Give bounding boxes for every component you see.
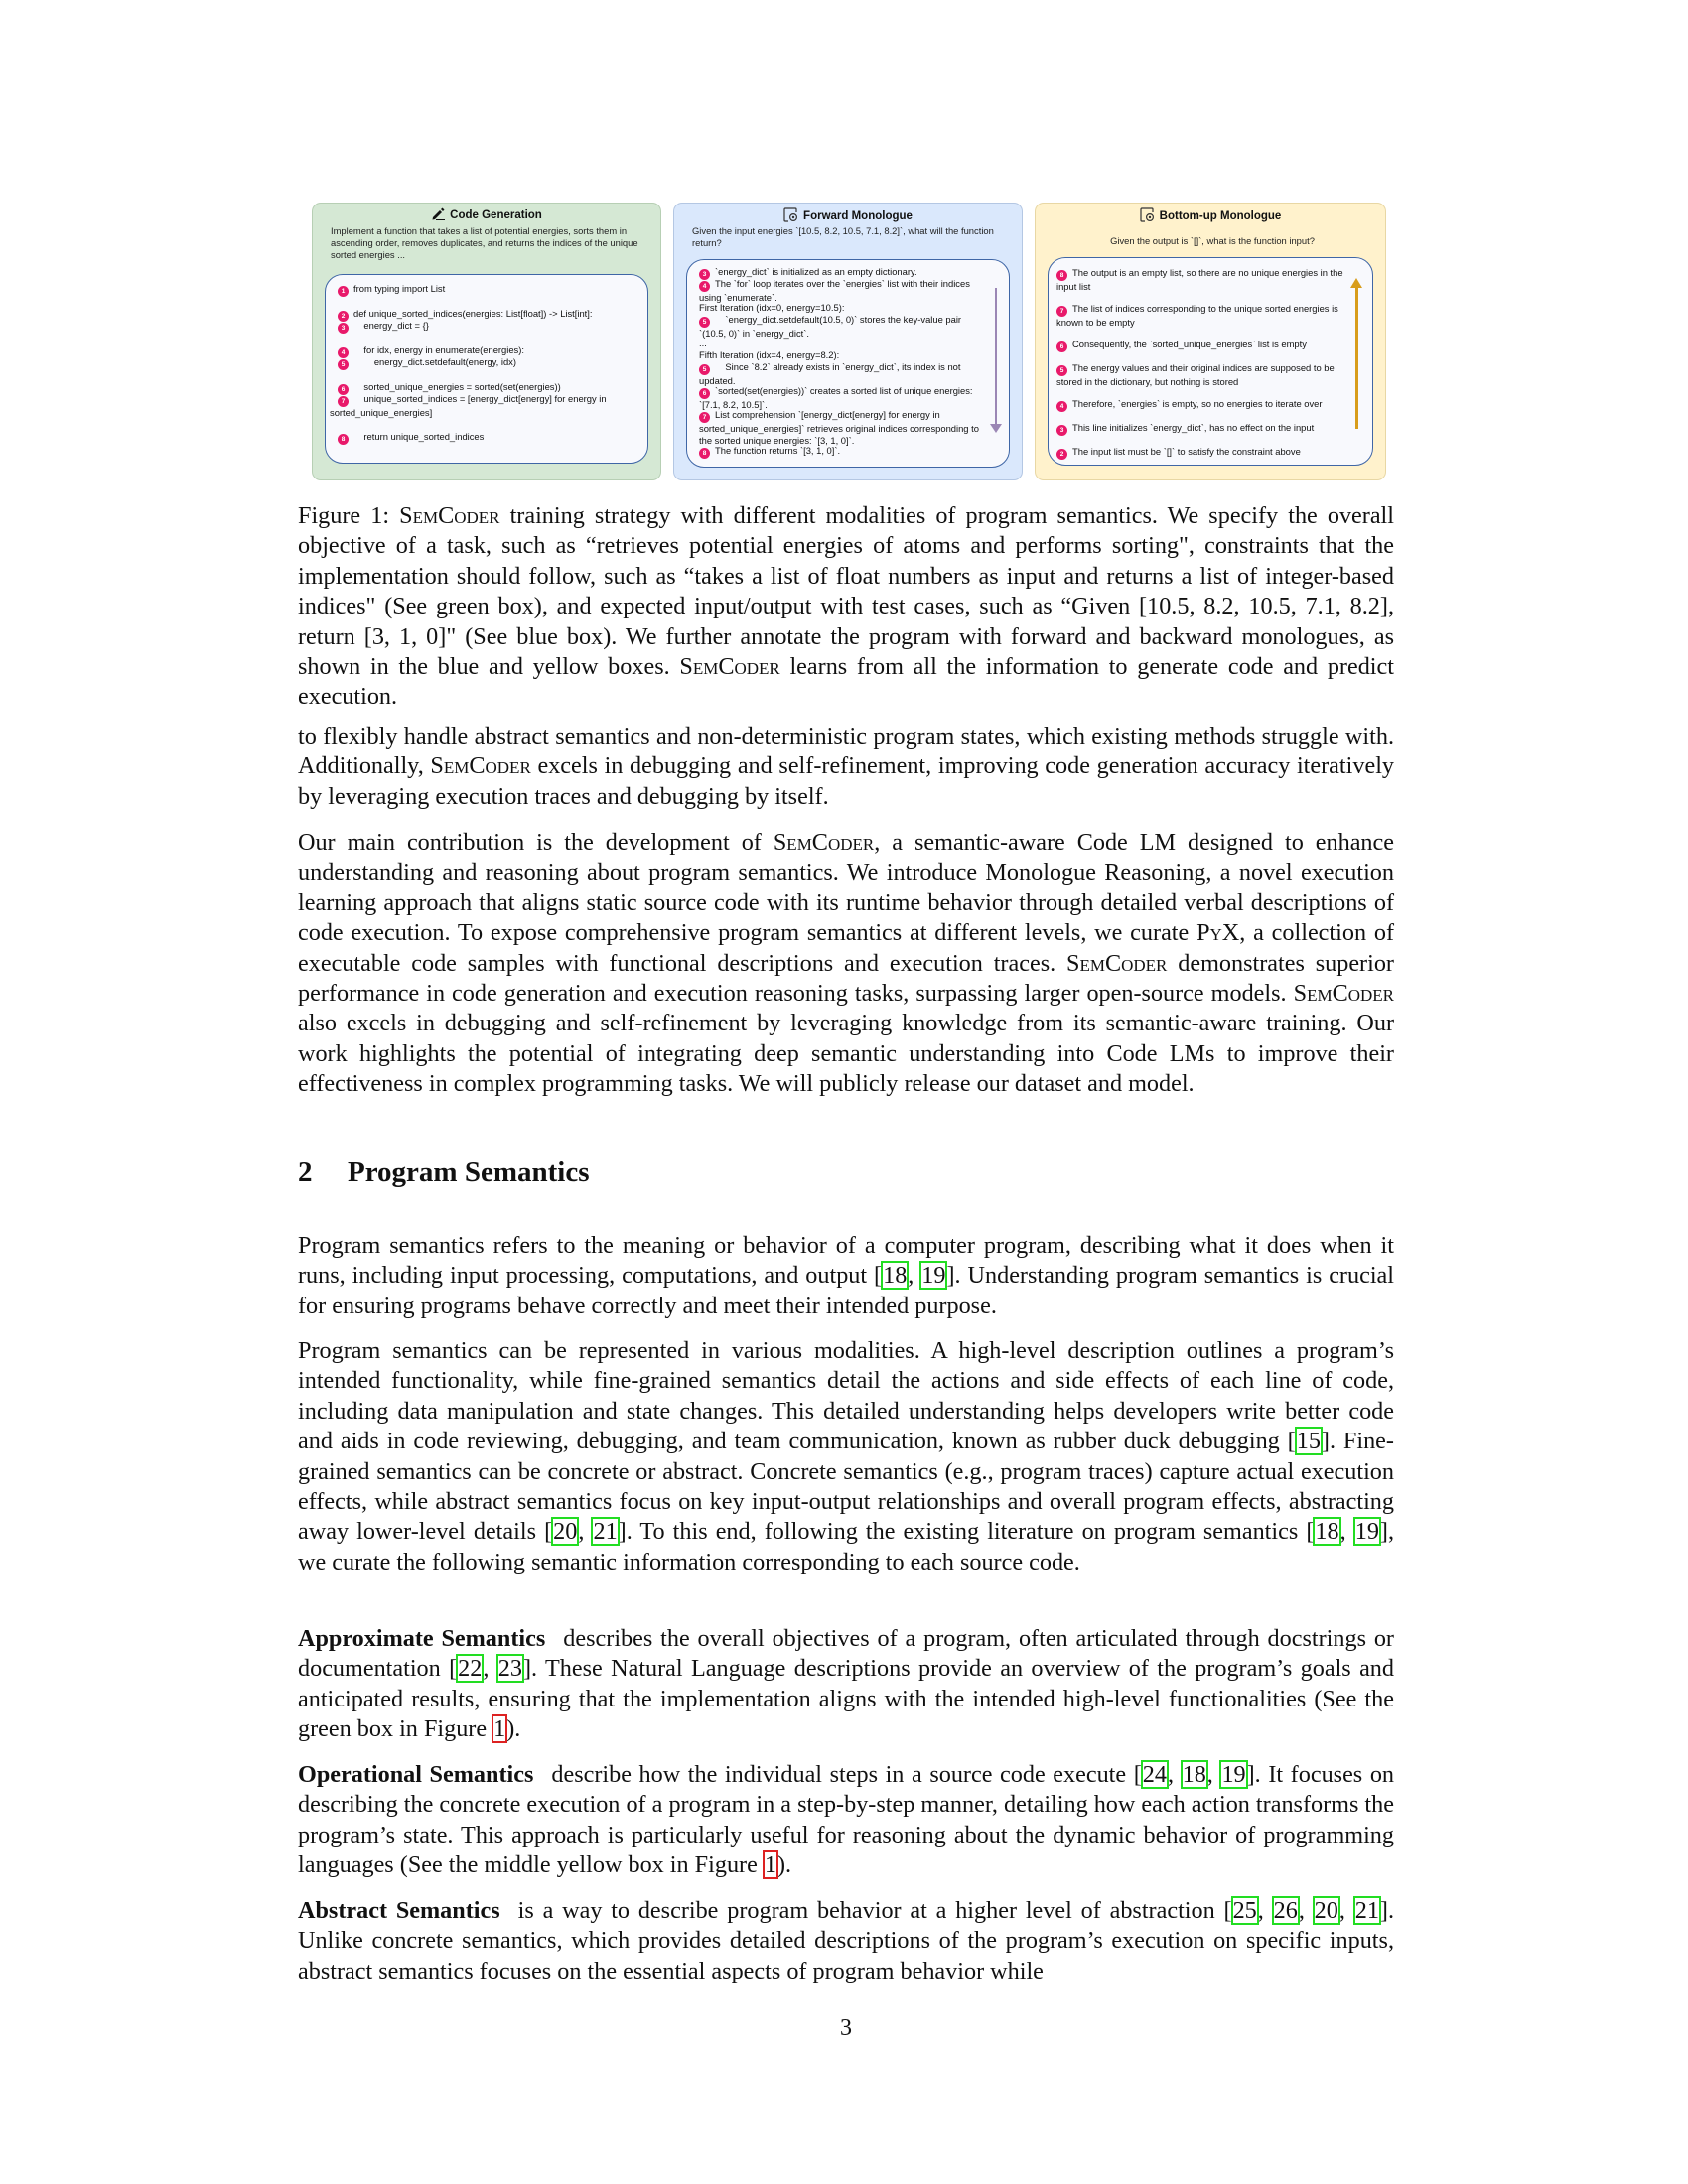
trace-box [1048,257,1373,466]
trace-line: 2 The input list must be `[]` to satisfy the constraint above [1056,446,1346,460]
run-in-heading: Approximate Semantics [298,1625,546,1652]
citation-link[interactable]: 18 [1315,1518,1339,1546]
trace-line: 7 The list of indices corresponding to the unique sorted energies is known to be empty [1056,303,1341,328]
step-badge: 1 [338,286,349,297]
paragraph-operational-semantics: Operational Semantics describe how the individual steps in a source code execute [24, 18, 19]. It focuses on describing the concrete execution of a program in a step-by-step manner, detailing how each action transforms the program’s state. This approach is particularly useful for reasoning about the dynamic behavior of programming languages (See the middle yellow box in Figure 1). [298,1761,1395,1879]
trace-line: 4 The `for` loop iterates over the `energies` list with their indices using `enumerate`. [699,278,973,303]
trace-line: ... [699,338,707,348]
forward-arrow-icon [995,288,997,427]
section-heading: 2 Program Semantics [298,1157,590,1188]
figure-reference-link[interactable]: 1 [764,1851,776,1879]
run-in-heading: Abstract Semantics [298,1897,500,1924]
trace-line: 8 The function returns `[3, 1, 0]`. [699,445,995,459]
figure-reference-link[interactable]: 1 [493,1715,506,1743]
figure-1 [312,203,1386,482]
step-badge: 6 [699,388,710,399]
step-badge: 7 [699,412,710,423]
citation-link[interactable]: 21 [593,1518,618,1546]
pencil-icon [431,207,446,223]
step-badge: 8 [699,448,710,459]
trace-line: 6 Consequently, the `sorted_unique_energies` list is empty [1056,339,1346,352]
code-line: 7 unique_sorted_indices = [energy_dict[energy] for energy in sorted_unique_energies] [330,393,610,418]
panel-description: Implement a function that takes a list of potential energies, sorts them in ascending order, removes duplicates, and returns the indices of the unique sorted energies ... [331,225,638,260]
panel-title: Forward Monologue [674,207,1022,225]
panel-description: Given the output is `[]`, what is the function input? [1110,235,1315,246]
page-number: 3 [840,2015,852,2041]
citation-link[interactable]: 21 [1354,1897,1379,1924]
citation-link[interactable]: 23 [497,1655,522,1683]
trace-line: 4 Therefore, `energies` is empty, so no energies to iterate over [1056,398,1346,412]
citation-link[interactable]: 19 [921,1262,946,1290]
citation-link[interactable]: 25 [1232,1897,1257,1924]
gear-document-icon [1140,207,1156,225]
code-line: 2 def unique_sorted_indices(energies: List[float]) -> List[int]: [338,308,633,322]
step-badge: 8 [1056,270,1067,281]
code-line: 4 for idx, energy in enumerate(energies): [338,344,633,358]
trace-line: Fifth Iteration (idx=4, energy=8.2): [699,349,840,360]
backward-arrow-icon [1355,286,1358,429]
trace-line: 3 This line initializes `energy_dict`, has no effect on the input [1056,422,1346,436]
trace-line: First Iteration (idx=0, energy=10.5): [699,302,845,313]
step-badge: 7 [1056,306,1067,317]
citation-link[interactable]: 20 [1314,1897,1338,1924]
trace-line: 3 `energy_dict` is initialized as an empty dictionary. [699,266,995,280]
forward-monologue-panel [673,203,1023,480]
step-badge: 5 [338,359,349,370]
bottom-up-monologue-panel [1035,203,1386,480]
citation-link[interactable]: 19 [1221,1761,1246,1788]
run-in-heading: Operational Semantics [298,1761,534,1788]
panel-title: Code Generation [313,207,660,223]
trace-line: 5 `energy_dict.setdefault(10.5, 0)` stores the key-value pair `(10.5, 0)` in `energy_dict`. [699,314,964,339]
trace-line: 8 The output is an empty list, so there are no unique energies in the input list [1056,267,1346,292]
code-generation-panel [312,203,661,480]
step-badge: 3 [338,323,349,334]
trace-line: 5 The energy values and their original indices are supposed to be stored in the dictionary, but nothing is stored [1056,362,1337,387]
gear-document-icon [783,207,799,225]
citation-link[interactable]: 18 [883,1262,908,1290]
citation-link[interactable]: 19 [1354,1518,1379,1546]
step-badge: 4 [699,281,710,292]
citation-link[interactable]: 26 [1273,1897,1298,1924]
paragraph: Program semantics can be represented in various modalities. A high-level description outlines a program’s intended functionality, while fine-grained semantics detail the actions and side effects of each line of code, including data manipulation and state changes. This detailed understanding helps developers write better code and aids in code reviewing, debugging, and team communication, known as rubber duck debugging [15]. Fine-grained semantics can be concrete or abstract. Concrete semantics (e.g., program traces) capture actual execution effects, while abstract semantics focus on key input-output relationships and overall program effects, abstracting away lower-level details [20, 21]. To this end, following the existing literature on program semantics [18, 19], we curate the following semantic information corresponding to each source code. [298,1337,1395,1575]
step-badge: 3 [699,269,710,280]
step-badge: 4 [338,347,349,358]
citation-link[interactable]: 18 [1182,1761,1206,1788]
trace-line: 5 Since `8.2` already exists in `energy_dict`, its index is not updated. [699,361,964,386]
step-badge: 5 [699,317,710,328]
panel-description: Given the input energies `[10.5, 8.2, 10.5, 7.1, 8.2]`, what will the function return? [692,225,994,248]
code-line: 3 energy_dict = {} [338,320,633,334]
step-badge: 2 [1056,449,1067,460]
step-badge: 7 [338,396,349,407]
code-line: 5 energy_dict.setdefault(energy, idx) [338,356,633,370]
trace-line: 7 List comprehension `[energy_dict[energy] for energy in sorted_unique_energies]` retrieves original indices corresponding to the sorted unique energies: `[3, 1, 0]`. [699,409,982,446]
paragraph-contribution: Our main contribution is the development of SemCoder, a semantic-aware Code LM designed to enhance understanding and reasoning about program semantics. We introduce Monologue Reasoning, a novel execution learning approach that aligns static source code with its runtime behavior through detailed verbal descriptions of code execution. To expose comprehensive program semantics at different levels, we curate PyX, a collection of executable code samples with functional descriptions and execution traces. SemCoder demonstrates superior performance in code generation and execution reasoning tasks, surpassing larger open-source models. SemCoder also excels in debugging and self-refinement by leveraging knowledge from its semantic-aware training. Our work highlights the potential of integrating deep semantic understanding into Code LMs to improve their effectiveness in complex programming tasks. We will publicly release our dataset and model. [298,829,1394,1098]
paragraph: Program semantics refers to the meaning or behavior of a computer program, describing what it does when it runs, including input processing, computations, and output [18, 19]. Understanding program semantics is crucial for ensuring programs behave correctly and meet their intended purpose. [298,1232,1394,1319]
step-badge: 2 [338,311,349,322]
step-badge: 6 [338,384,349,395]
code-box [325,274,648,464]
trace-box [686,259,1010,468]
citation-link[interactable]: 24 [1142,1761,1167,1788]
figure-caption: Figure 1: SemCoder training strategy with different modalities of program semantics. We specify the overall objective of a task, such as “retrieves potential energies of atoms and performs sorting", constraints that the implementation should follow, such as “takes a list of float numbers as input and returns a list of integer-based indices" (See green box), and expected input/output with test cases, such as “Given [10.5, 8.2, 10.5, 7.1, 8.2], return [3, 1, 0]" (See blue box). We further annotate the program with forward and backward monologues, as shown in the blue and yellow boxes. SemCoder learns from all the information to generate code and predict execution. [298,502,1395,711]
step-badge: 4 [1056,401,1067,412]
code-line: 6 sorted_unique_energies = sorted(set(energies)) [338,381,633,395]
step-badge: 8 [338,434,349,445]
step-badge: 5 [699,364,710,375]
step-badge: 3 [1056,425,1067,436]
step-badge: 6 [1056,341,1067,352]
paragraph: to flexibly handle abstract semantics and non-deterministic program states, which existing methods struggle with. Additionally, SemCoder excels in debugging and self-refinement, improving code generation accuracy iteratively by leveraging execution traces and debugging by itself. [298,723,1395,810]
code-line: 8 return unique_sorted_indices [338,431,633,445]
citation-link[interactable]: 20 [553,1518,578,1546]
paragraph-abstract-semantics: Abstract Semantics is a way to describe program behavior at a higher level of abstraction [25, 26, 20, 21]. Unlike concrete semantics, which provides detailed descriptions of the program’s execution on specific inputs, abstract semantics focuses on the essential aspects of program behavior while [298,1897,1395,1984]
citation-link[interactable]: 15 [1296,1428,1321,1455]
code-line: 1 from typing import List [338,283,633,297]
step-badge: 5 [1056,365,1067,376]
panel-title: Bottom-up Monologue [1036,207,1385,225]
paragraph-approximate-semantics: Approximate Semantics describes the overall objectives of a program, often articulated through docstrings or documentation [22, 23]. These Natural Language descriptions provide an overview of the program’s goals and anticipated results, ensuring that the implementation aligns with the intended high-level functionalities (See the green box in Figure 1). [298,1625,1394,1743]
citation-link[interactable]: 22 [458,1655,483,1683]
trace-line: 6 `sorted(set(energies))` creates a sorted list of unique energies: `[7.1, 8.2, 10.5]`. [699,385,976,410]
